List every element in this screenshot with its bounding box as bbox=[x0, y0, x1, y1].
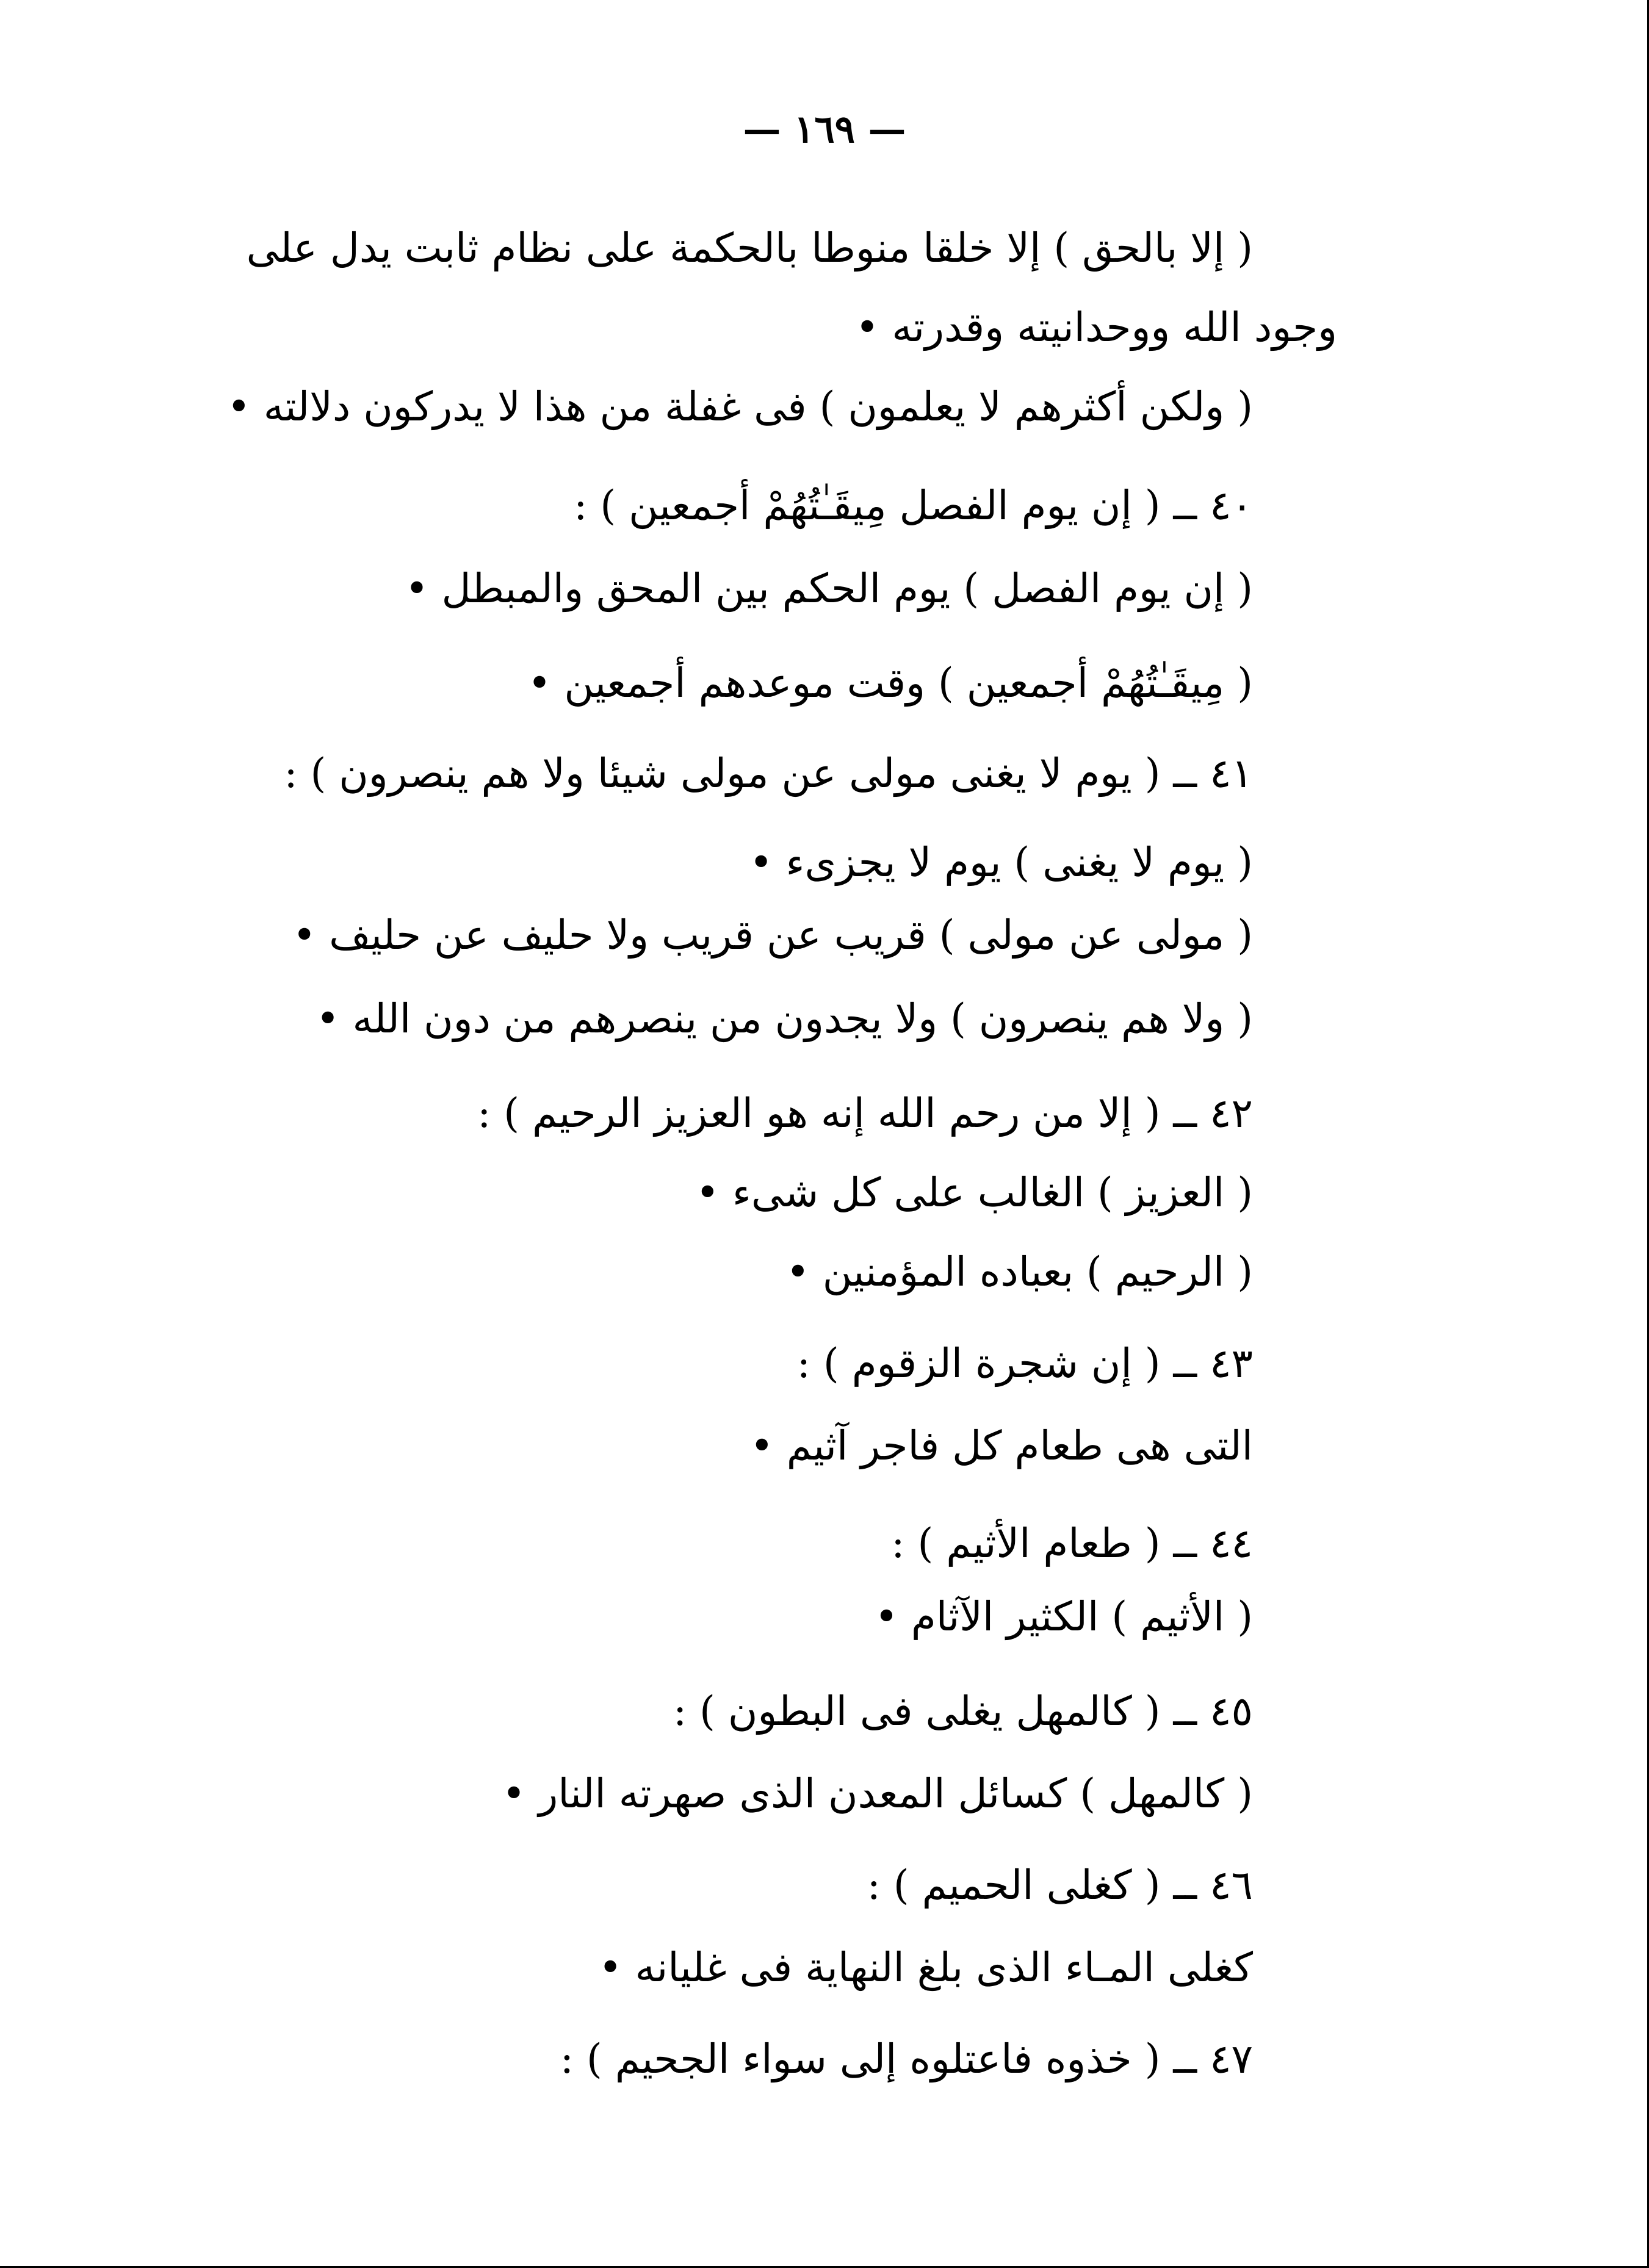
text-line: ( الرحيم ) بعباده المؤمنين • bbox=[785, 1248, 1253, 1295]
text-line: ( مولى عن مولى ) قريب عن قريب ولا حليف عن حليف • bbox=[292, 912, 1253, 959]
verse-heading: ٤٥ ــ ( كالمهل يغلى فى البطون ) : bbox=[673, 1688, 1253, 1735]
text-line: ( الأثيم ) الكثير الآثام • bbox=[875, 1593, 1253, 1640]
text-line: ( يوم لا يغنى ) يوم لا يجزىء • bbox=[749, 839, 1253, 886]
text-line: وجود الله ووحدانيته وقدرته • bbox=[855, 304, 1337, 351]
verse-heading: ٤٤ ــ ( طعام الأثيم ) : bbox=[891, 1520, 1253, 1567]
verse-heading: ٤٠ ــ ( إن يوم الفصل مِيقَـٰتُهُمْ أجمعين ) : bbox=[574, 482, 1253, 529]
text-line: ( ولا هم ينصرون ) ولا يجدون من ينصرهم من دون الله • bbox=[316, 995, 1253, 1042]
verse-heading: ٤٦ ــ ( كغلى الحميم ) : bbox=[867, 1862, 1253, 1909]
text-line: ( إلا بالحق ) إلا خلقا منوطا بالحكمة على نظام ثابت يدل على bbox=[246, 225, 1253, 272]
text-line: ( ولكن أكثرهم لا يعلمون ) فى غفلة من هذا لا يدركون دلالته • bbox=[226, 383, 1253, 430]
text-line: التى هى طعام كل فاجر آثيم • bbox=[749, 1422, 1253, 1469]
page-number: — ١٦٩ — bbox=[743, 107, 906, 151]
verse-heading: ٤٧ ــ ( خذوه فاعتلوه إلى سواء الجحيم ) : bbox=[560, 2036, 1253, 2083]
text-line: كغلى المـاء الذى بلغ النهاية فى غليانه • bbox=[598, 1944, 1253, 1991]
text-line: ( العزيز ) الغالب على كل شىء • bbox=[695, 1169, 1253, 1216]
text-line: ( مِيقَـٰتُهُمْ أجمعين ) وقت موعدهم أجمعين • bbox=[527, 660, 1253, 707]
verse-heading: ٤٣ ــ ( إن شجرة الزقوم ) : bbox=[796, 1340, 1253, 1387]
verse-heading: ٤٢ ــ ( إلا من رحم الله إنه هو العزيز الرحيم ) : bbox=[477, 1090, 1253, 1137]
text-line: ( كالمهل ) كسائل المعدن الذى صهرته النار • bbox=[502, 1770, 1253, 1817]
verse-heading: ٤١ ــ ( يوم لا يغنى مولى عن مولى شيئا ولا هم ينصرون ) : bbox=[284, 750, 1253, 797]
text-line: ( إن يوم الفصل ) يوم الحكم بين المحق والمبطل • bbox=[405, 565, 1253, 612]
